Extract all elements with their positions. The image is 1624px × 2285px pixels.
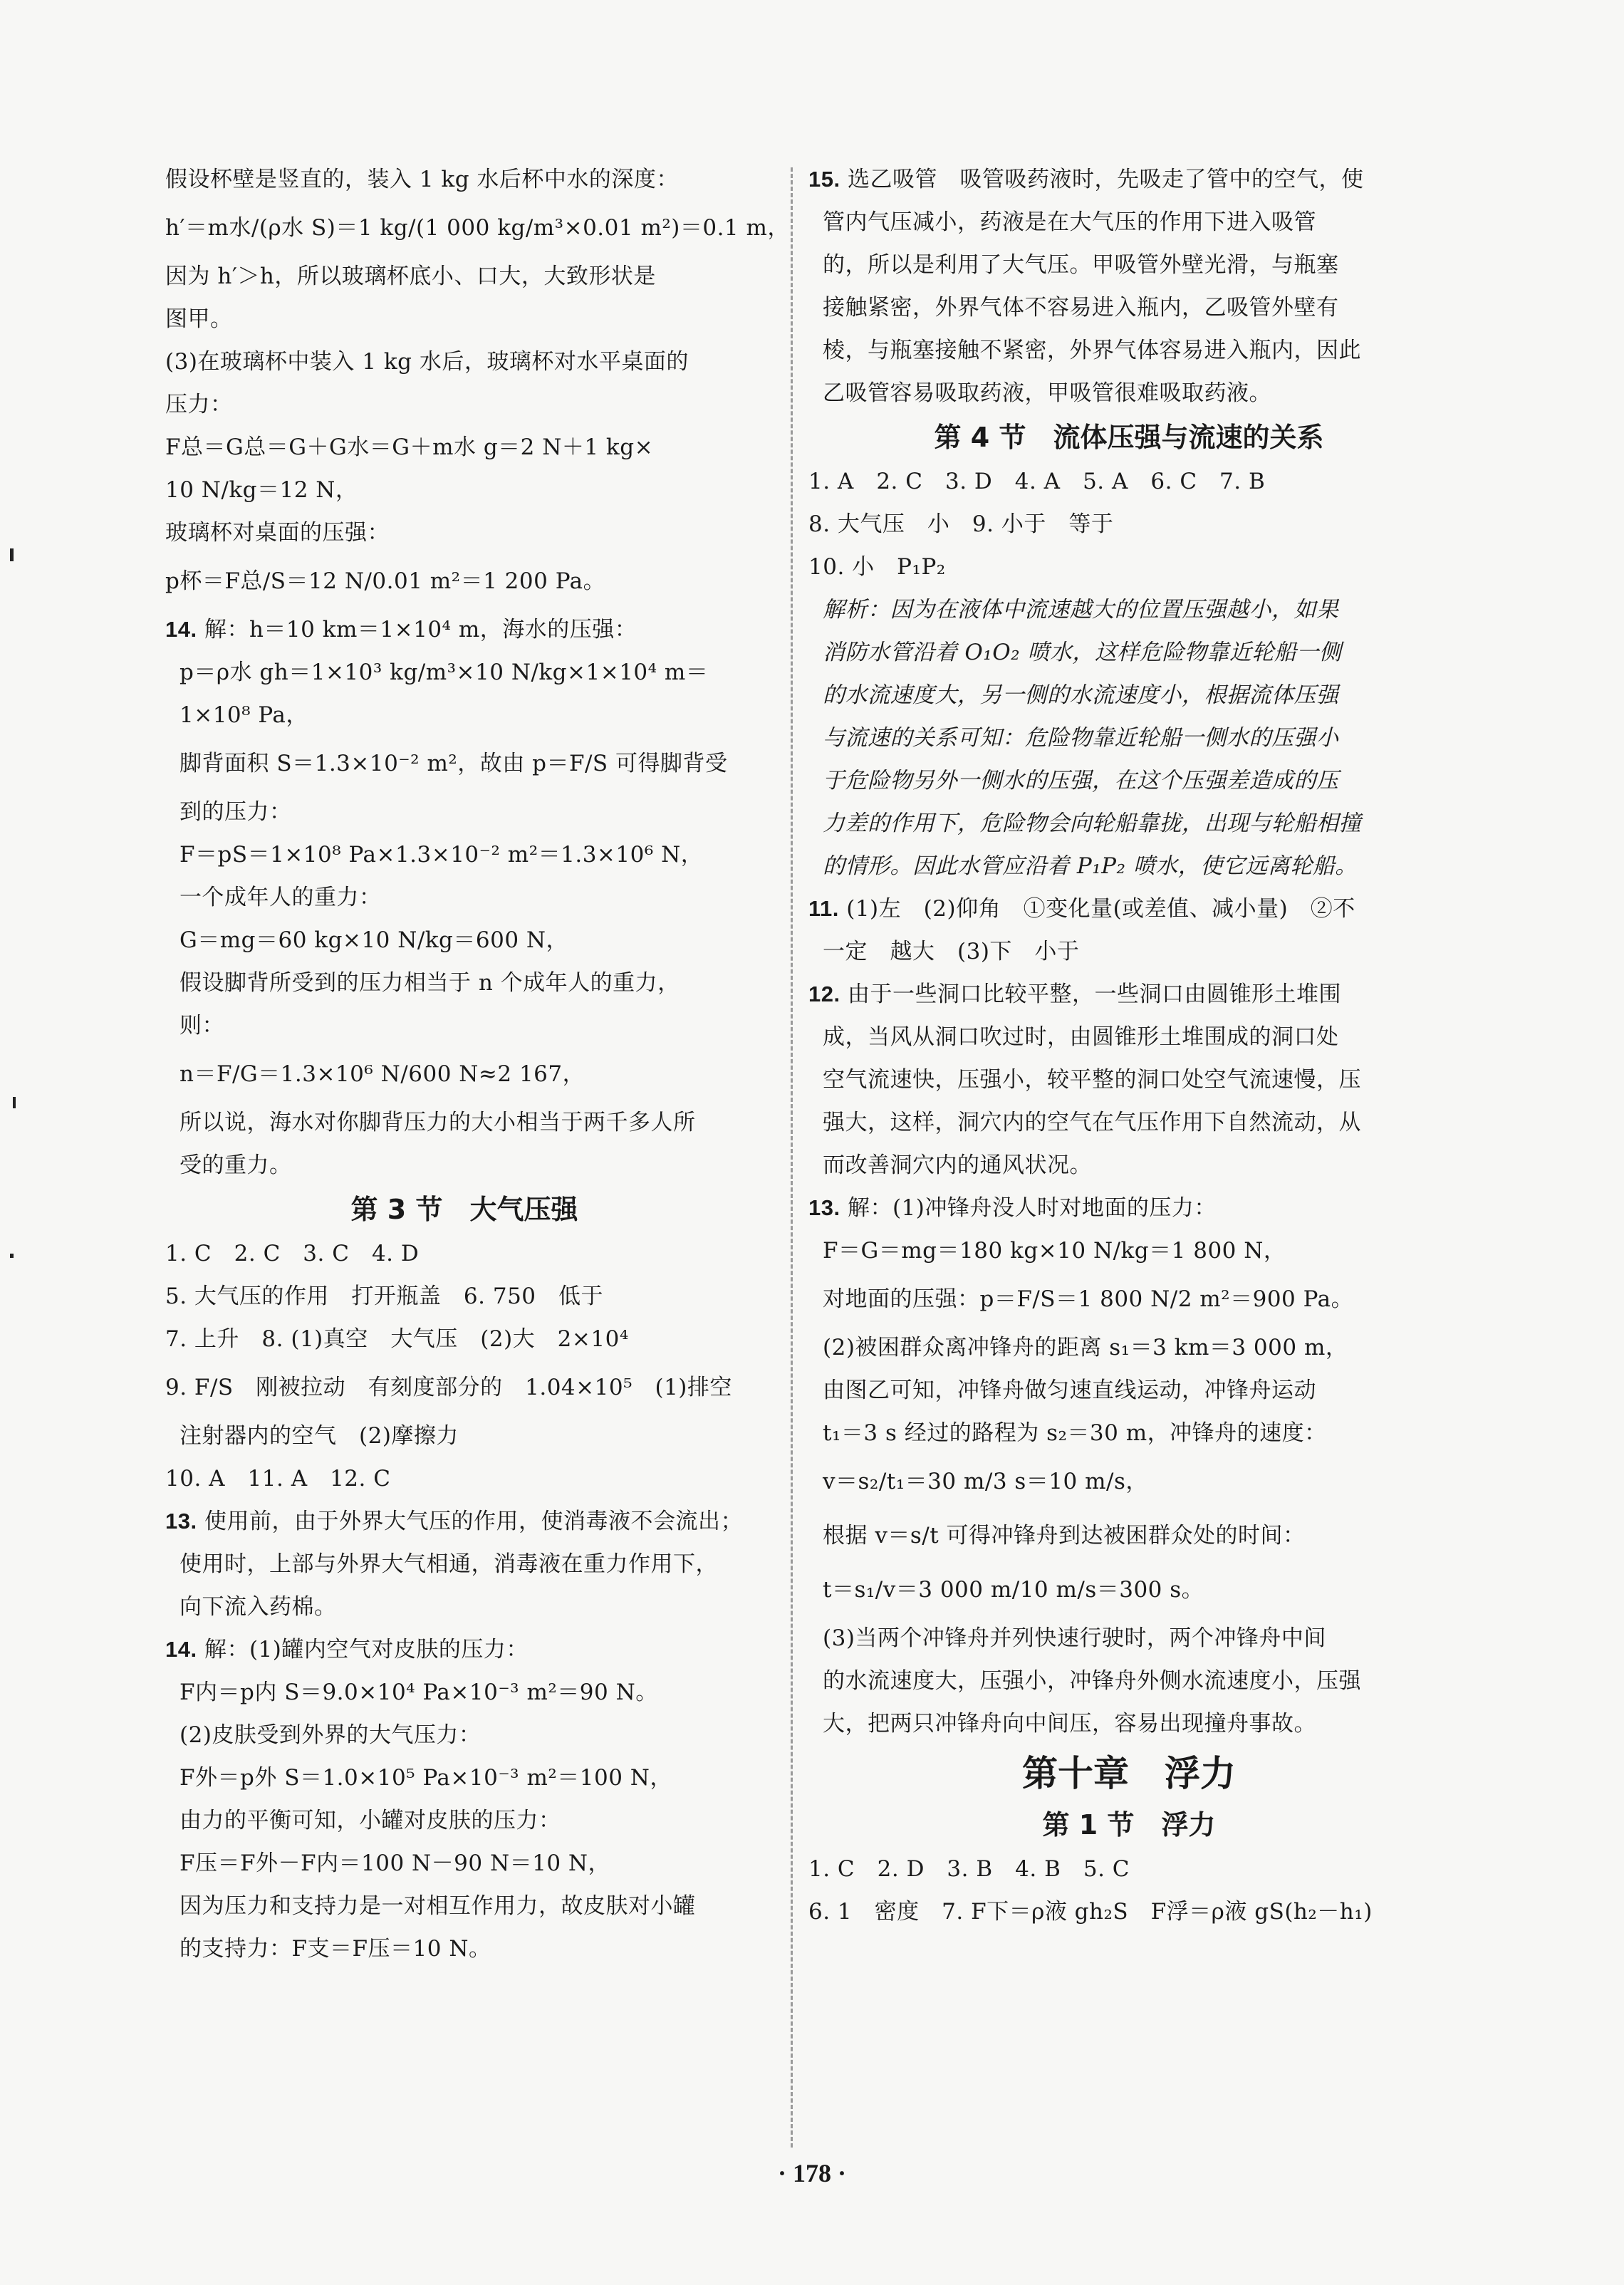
line-text: 解：(1)罐内空气对皮肤的压力：: [197, 1637, 529, 1662]
line-text: 强大，这样，洞穴内的空气在气压作用下自然流动，从: [823, 1110, 1361, 1135]
line-text: p杯＝F总/S＝12 N/0.01 m²＝1 200 Pa。: [165, 568, 606, 594]
line-text: F总＝G总＝G＋G水＝G＋m水 g＝2 N＋1 kg×: [165, 434, 654, 460]
text-line: [165, 158, 764, 201]
line-text: 则：: [179, 1013, 224, 1039]
text-line: [808, 1326, 1449, 1369]
text-line: [808, 329, 1449, 372]
section-heading: [808, 415, 1449, 460]
line-text: 脚背面积 S＝1.3×10⁻² m²，故由 p＝F/S 可得脚背受: [179, 751, 728, 776]
text-line: [165, 608, 764, 651]
line-text: 第 1 节 浮力: [1042, 1809, 1216, 1841]
text-line: [808, 1563, 1449, 1617]
line-text: (2)被困群众离冲锋舟的距离 s₁＝3 km＝3 000 m，: [823, 1335, 1348, 1360]
question-number: 14.: [165, 617, 197, 642]
text-line: [808, 372, 1449, 415]
text-line: [808, 1509, 1449, 1563]
text-line: [808, 546, 1449, 588]
text-line: [165, 1415, 764, 1457]
line-text: (3)当两个冲锋舟并列快速行驶时，两个冲锋舟中间: [823, 1625, 1326, 1651]
text-line: [808, 973, 1449, 1016]
text-line: [808, 1101, 1449, 1144]
line-text: v＝s₂/t₁＝30 m/3 s＝10 m/s，: [823, 1469, 1148, 1494]
line-text: 于危险物另外一侧水的压强，在这个压强差造成的压: [823, 768, 1339, 793]
text-line: [808, 1058, 1449, 1101]
text-line: [808, 1144, 1449, 1187]
text-line: [808, 717, 1449, 759]
line-text: 的水流速度大，另一侧的水流速度小，根据流体压强: [823, 682, 1339, 708]
question-number: 11.: [808, 896, 839, 921]
line-text: 1. C 2. D 3. B 4. B 5. C: [808, 1856, 1130, 1882]
text-line: [165, 298, 764, 340]
line-text: 第 4 节 流体压强与流速的关系: [934, 422, 1324, 453]
line-text: h′＝m水/(ρ水 S)＝1 kg/(1 000 kg/m³×0.01 m²)＝0.1 m，: [165, 215, 790, 241]
line-text: 一个成年人的重力：: [179, 885, 382, 910]
line-text: 使用前，由于外界大气压的作用，使消毒液不会流出；: [197, 1509, 743, 1534]
line-text: 空气流速快，压强小，较平整的洞口处空气流速慢，压: [823, 1067, 1361, 1093]
text-line: [165, 1360, 764, 1415]
text-line: [165, 791, 764, 833]
text-line: [165, 1101, 764, 1144]
text-line: [808, 1016, 1449, 1058]
text-line: [808, 1369, 1449, 1412]
line-text: 第 3 节 大气压强: [350, 1194, 578, 1225]
line-text: 6. 1 密度 7. F下＝ρ液 gh₂S F浮＝ρ液 gS(h₂－h₁): [808, 1899, 1373, 1925]
line-text: 图甲。: [165, 306, 233, 332]
text-line: [165, 651, 764, 694]
line-text: 棱，与瓶塞接触不紧密，外界气体容易进入瓶内，因此: [823, 338, 1361, 363]
right-column: [808, 158, 1449, 1933]
line-text: (1)左 (2)仰角 ①变化量(或差值、减小量) ②不: [838, 896, 1355, 922]
text-line: [165, 1671, 764, 1714]
line-text: 解析：因为在液体中流速越大的位置压强越小，如果: [823, 597, 1339, 623]
text-line: [808, 1702, 1449, 1745]
column-divider: [791, 167, 793, 2148]
line-text: 因为 h′＞h，所以玻璃杯底小、口大，大致形状是: [165, 264, 656, 289]
text-line: [165, 1543, 764, 1586]
text-line: [808, 1412, 1449, 1454]
line-text: F外＝p外 S＝1.0×10⁵ Pa×10⁻³ m²＝100 N，: [179, 1765, 672, 1791]
text-line: [165, 1885, 764, 1927]
line-text: 假设杯壁是竖直的，装入 1 kg 水后杯中水的深度：: [165, 167, 679, 192]
line-text: t＝s₁/v＝3 000 m/10 m/s＝300 s。: [823, 1577, 1204, 1603]
text-line: [165, 1457, 764, 1500]
line-text: 选乙吸管 吸管吸药液时，先吸走了管中的空气，使: [840, 167, 1364, 192]
text-line: [808, 1187, 1449, 1229]
line-text: 向下流入药棉。: [179, 1594, 337, 1620]
text-line: [808, 1890, 1449, 1933]
line-text: 解：(1)冲锋舟没人时对地面的压力：: [840, 1195, 1217, 1221]
scan-mark: [10, 1254, 14, 1258]
line-text: 管内气压减小，药液是在大气压的作用下进入吸管: [823, 209, 1316, 235]
text-line: [165, 736, 764, 791]
text-line: [165, 255, 764, 298]
line-text: 玻璃杯对桌面的压强：: [165, 520, 390, 546]
text-line: [165, 1628, 764, 1671]
line-text: 10. 小 P₁P₂: [808, 554, 946, 580]
line-text: 由图乙可知，冲锋舟做匀速直线运动，冲锋舟运动: [823, 1378, 1316, 1403]
line-text: n＝F/G＝1.3×10⁶ N/600 N≈2 167，: [179, 1061, 585, 1087]
text-line: [165, 1144, 764, 1187]
text-line: [165, 554, 764, 608]
section-heading: [165, 1187, 764, 1232]
line-text: 因为压力和支持力是一对相互作用力，故皮肤对小罐: [179, 1893, 696, 1919]
line-text: 对地面的压强：p＝F/S＝1 800 N/2 m²＝900 Pa。: [823, 1286, 1354, 1312]
line-text: 1×10⁸ Pa，: [179, 702, 308, 728]
text-line: [165, 1318, 764, 1360]
text-line: [165, 919, 764, 962]
line-text: (2)皮肤受到外界的大气压力：: [179, 1722, 482, 1748]
line-text: 消防水管沿着 O₁O₂ 喷水，这样危险物靠近轮船一侧: [823, 640, 1342, 665]
text-line: [808, 1848, 1449, 1890]
line-text: 9. F/S 刚被拉动 有刻度部分的 1.04×10⁵ (1)排空: [165, 1375, 732, 1400]
line-text: F压＝F外－F内＝100 N－90 N＝10 N，: [179, 1851, 611, 1876]
text-line: [808, 674, 1449, 717]
line-text: 而改善洞穴内的通风状况。: [823, 1152, 1092, 1178]
line-text: 7. 上升 8. (1)真空 大气压 (2)大 2×10⁴: [165, 1326, 629, 1352]
line-text: 受的重力。: [179, 1152, 292, 1178]
line-text: 5. 大气压的作用 打开瓶盖 6. 750 低于: [165, 1284, 604, 1309]
text-line: [165, 876, 764, 919]
left-column: [165, 158, 790, 1970]
text-line: [808, 158, 1449, 201]
question-number: 13.: [165, 1509, 197, 1534]
question-number: 12.: [808, 982, 840, 1006]
text-line: [808, 1660, 1449, 1702]
line-text: 由力的平衡可知，小罐对皮肤的压力：: [179, 1808, 561, 1833]
question-number: 15.: [808, 167, 840, 192]
text-line: [165, 1004, 764, 1047]
line-text: F＝G＝mg＝180 kg×10 N/kg＝1 800 N，: [823, 1238, 1286, 1264]
line-text: 的水流速度大，压强小，冲锋舟外侧水流速度小，压强: [823, 1668, 1361, 1694]
line-text: 的支持力：F支＝F压＝10 N。: [179, 1936, 491, 1962]
line-text: 根据 v＝s/t 可得冲锋舟到达被困群众处的时间：: [823, 1523, 1306, 1549]
text-line: [165, 1756, 764, 1799]
line-text: 10 N/kg＝12 N，: [165, 477, 358, 503]
line-text: F＝pS＝1×10⁸ Pa×1.3×10⁻² m²＝1.3×10⁶ N，: [179, 842, 704, 868]
line-text: 压力：: [165, 392, 233, 417]
text-line: [808, 1454, 1449, 1509]
text-line: [808, 631, 1449, 674]
line-text: 注射器内的空气 (2)摩擦力: [179, 1423, 459, 1449]
text-line: [165, 426, 764, 469]
text-line: [165, 694, 764, 736]
text-line: [165, 201, 790, 255]
text-line: [808, 201, 1449, 244]
text-line: [808, 244, 1449, 286]
line-text: 与流速的关系可知：危险物靠近轮船一侧水的压强小: [823, 725, 1339, 751]
line-text: 解：h＝10 km＝1×10⁴ m，海水的压强：: [197, 617, 637, 642]
text-line: [808, 845, 1449, 888]
text-line: [165, 1927, 764, 1970]
text-line: [165, 1047, 764, 1101]
line-text: F内＝p内 S＝9.0×10⁴ Pa×10⁻³ m²＝90 N。: [179, 1680, 658, 1705]
text-line: [808, 930, 1449, 973]
text-line: [808, 759, 1449, 802]
line-text: 力差的作用下，危险物会向轮船靠拢，出现与轮船相撞: [823, 811, 1361, 836]
line-text: 使用时，上部与外界大气相通，消毒液在重力作用下，: [179, 1551, 718, 1577]
scan-mark: [10, 548, 14, 561]
text-line: [808, 1617, 1449, 1660]
line-text: 成，当风从洞口吹过时，由圆锥形土堆围成的洞口处: [823, 1024, 1339, 1050]
scan-mark: [13, 1097, 16, 1108]
text-line: [165, 1232, 764, 1275]
text-line: [165, 833, 764, 876]
line-text: t₁＝3 s 经过的路程为 s₂＝30 m，冲锋舟的速度：: [823, 1420, 1327, 1446]
text-line: [808, 802, 1449, 845]
text-line: [165, 1500, 764, 1543]
line-text: 假设脚背所受到的压力相当于 n 个成年人的重力，: [179, 970, 680, 996]
line-text: 1. A 2. C 3. D 4. A 5. A 6. C 7. B: [808, 469, 1266, 494]
text-line: [808, 888, 1449, 930]
line-text: 10. A 11. A 12. C: [165, 1466, 391, 1492]
page-number: · 178 ·: [777, 2159, 846, 2187]
line-text: 1. C 2. C 3. C 4. D: [165, 1241, 420, 1266]
line-text: p＝ρ水 gh＝1×10³ kg/m³×10 N/kg×1×10⁴ m＝: [179, 660, 709, 685]
chapter-heading: [808, 1745, 1449, 1802]
line-text: G＝mg＝60 kg×10 N/kg＝600 N，: [179, 927, 569, 953]
text-line: [165, 511, 764, 554]
text-line: [165, 340, 764, 383]
line-text: 的情形。因此水管应沿着 P₁P₂ 喷水，使它远离轮船。: [823, 853, 1358, 879]
text-line: [165, 1275, 764, 1318]
question-number: 14.: [165, 1637, 197, 1662]
line-text: 乙吸管容易吸取药液，甲吸管很难吸取药液。: [823, 380, 1271, 406]
text-line: [165, 1799, 764, 1842]
question-number: 13.: [808, 1195, 840, 1220]
line-text: 的，所以是利用了大气压。甲吸管外壁光滑，与瓶塞: [823, 252, 1339, 278]
text-line: [165, 1586, 764, 1628]
line-text: 由于一些洞口比较平整，一些洞口由圆锥形土堆围: [840, 982, 1341, 1007]
line-text: 一定 越大 (3)下 小于: [823, 939, 1080, 964]
text-line: [808, 588, 1449, 631]
line-text: 8. 大气压 小 9. 小于 等于: [808, 511, 1114, 537]
text-line: [165, 383, 764, 426]
text-line: [165, 962, 764, 1004]
text-line: [165, 1842, 764, 1885]
line-text: 接触紧密，外界气体不容易进入瓶内，乙吸管外壁有: [823, 295, 1339, 321]
text-line: [165, 469, 764, 511]
text-line: [808, 286, 1449, 329]
line-text: 大，把两只冲锋舟向中间压，容易出现撞舟事故。: [823, 1711, 1316, 1737]
line-text: 到的压力：: [179, 799, 292, 825]
text-line: [808, 460, 1449, 503]
line-text: 所以说，海水对你脚背压力的大小相当于两千多人所: [179, 1110, 696, 1135]
text-line: [808, 1229, 1449, 1272]
line-text: 第十章 浮力: [1022, 1753, 1236, 1794]
section-heading: [808, 1802, 1449, 1848]
line-text: (3)在玻璃杯中装入 1 kg 水后，玻璃杯对水平桌面的: [165, 349, 689, 375]
text-line: [808, 503, 1449, 546]
text-line: [808, 1272, 1449, 1326]
text-line: [165, 1714, 764, 1756]
